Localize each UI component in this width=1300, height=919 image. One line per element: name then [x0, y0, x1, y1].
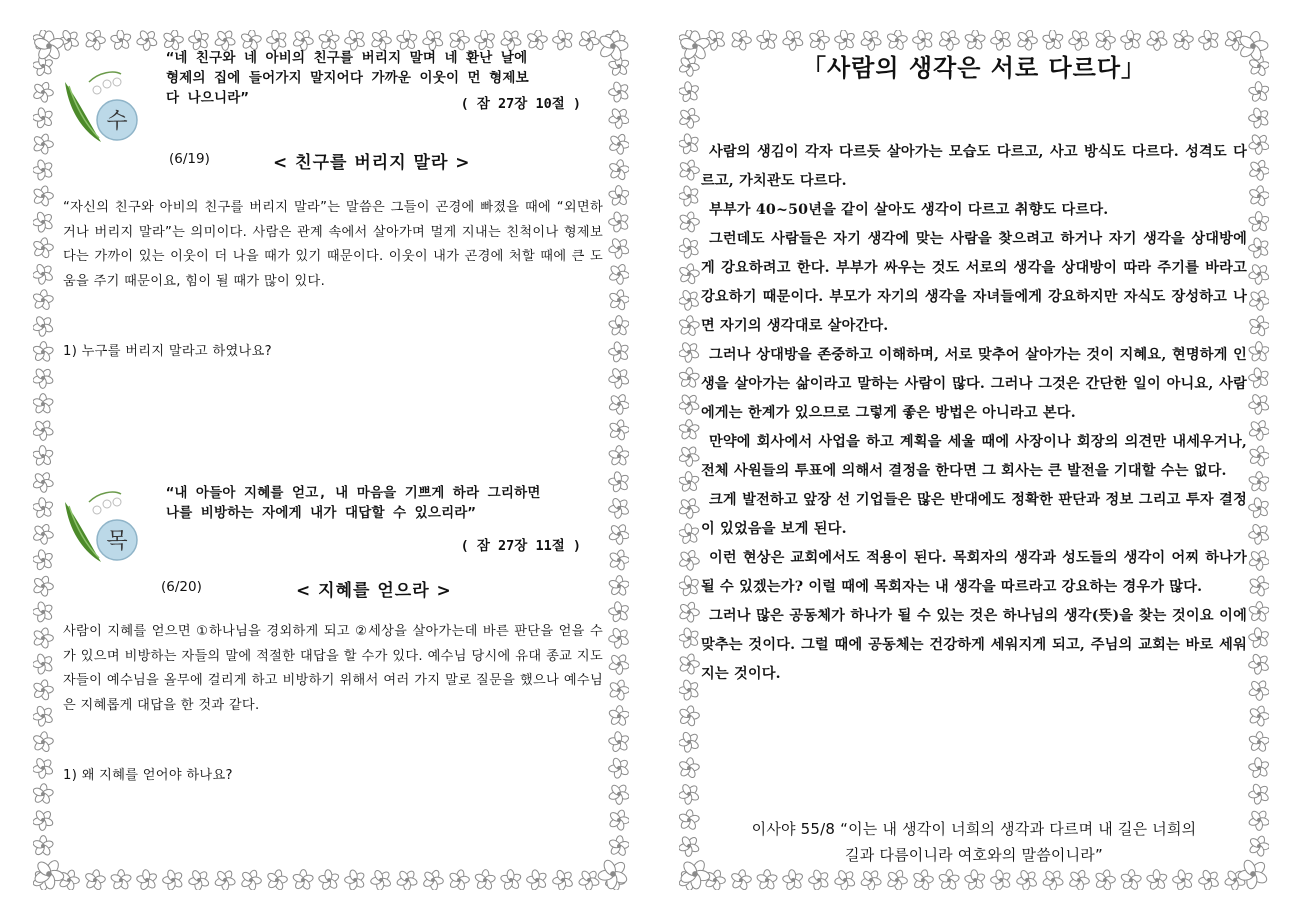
day-title: < 지혜를 얻으라 >	[296, 581, 452, 601]
verse-text: “네 친구와 네 아비의 친구를 버리지 말며 네 환난 날에 형제의 집에 들어가지 말지어다 가까운 이웃이 먼 형제보 다 나으니라”	[166, 50, 529, 106]
verse-text: “내 아들아 지혜를 얻고, 내 마음을 기쁘게 하라 그리하면 나를 비방하는 자에게 내가 대답할 수 있으리라”	[166, 485, 541, 521]
article-paragraph: 부부가 40~50년을 같이 살아도 생각이 다르고 취향도 다르다.	[709, 202, 1109, 218]
article-paragraph: 사람의 생김이 각자 다르듯 살아가는 모습도 다르고, 사고 방식도 다르다. 성격도 다르고, 가치관도 다르다.	[701, 144, 1247, 189]
day-char-friday: 목	[106, 529, 128, 554]
article-paragraph: 크게 발전하고 앞장 선 기업들은 많은 반대에도 정확한 판단과 정보 그리고 투자 결정이 있었음을 보게 된다.	[701, 492, 1247, 537]
closing-scripture	[701, 816, 1247, 868]
article-paragraph: 그러나 상대방을 존중하고 이해하며, 서로 맞추어 살아가는 것이 지혜요, 현명하게 인생을 살아가는 삶이라고 말하는 사람이 많다. 그러나 그것은 간단한 일이 아니요, 사람에게는 한계가 있으므로 그렇게 좋은 방법은 아니라고 본다.	[701, 347, 1247, 421]
day-char-thursday: 수	[106, 109, 128, 134]
devotional-body: “자신의 친구와 아비의 친구를 버리지 말라”는 말씀은 그들이 곤경에 빠졌을 때에 “외면하거나 버리지 말라”는 의미이다. 사람은 관계 속에서 살아가며 멀게 지내는 친척이나 형제보다는 가까이 있는 이웃이 더 나을 때가 있기 때문이다. 이웃이 내가 곤경에 처할 때에 큰 도움을 주기 때문이요, 힘이 될 때가 많이 있다.	[63, 200, 603, 289]
day-title: < 친구를 버리지 말라 >	[273, 153, 471, 173]
day-heading-thursday	[51, 148, 611, 172]
closing-line: 길과 다름이니라 여호와의 말씀이니라”	[845, 846, 1103, 864]
article-paragraph: 만약에 회사에서 사업을 하고 계획을 세울 때에 사장이나 회장의 의견만 내세우거나, 전체 사원들의 투표에 의해서 결정을 한다면 그 회사는 큰 발전을 기대할 수는 없다.	[701, 434, 1247, 479]
study-question: 1) 왜 지혜를 얻어야 하나요?	[63, 768, 233, 783]
right-page	[679, 30, 1269, 890]
left-page	[33, 30, 629, 890]
lily-flower-icon	[59, 482, 144, 567]
closing-line: 이사야 55/8 “이는 내 생각이 너희의 생각과 다르며 내 길은 너희의	[751, 820, 1197, 838]
article-paragraph: 그러나 많은 공동체가 하나가 될 수 있는 것은 하나님의 생각(뜻)을 찾는 것이요 이에 맞추는 것이다. 그럴 때에 공동체는 건강하게 세워지게 되고, 주님의 교회는 바로 세워지는 것이다.	[701, 608, 1247, 682]
verse-block-thursday	[51, 48, 611, 148]
devotional-body: 사람이 지혜를 얻으면 ①하나님을 경외하게 되고 ②세상을 살아가는데 바른 판단을 얻을 수가 있으며 비방하는 자들의 말에 적절한 대답을 할 수가 있다. 예수님 당시에 유대 종교 지도자들이 예수님을 올무에 걸리게 하고 비방하기 위해서 여러 가지 말로 질문을 했으나 예수님은 지혜롭게 대답을 한 것과 같다.	[63, 624, 603, 713]
lily-flower-icon	[59, 62, 144, 147]
article-paragraph: 이런 현상은 교회에서도 적용이 된다. 목회자의 생각과 성도들의 생각이 어찌 하나가 될 수 있겠는가? 이럴 때에 목회자는 내 생각을 따르라고 강요하는 경우가 많다.	[701, 550, 1247, 595]
article-body	[701, 138, 1247, 689]
verse-reference: ( 잠 27장 10절 )	[460, 96, 581, 112]
day-date: (6/19)	[169, 151, 210, 167]
day-date: (6/20)	[161, 579, 202, 595]
article-paragraph: 그런데도 사람들은 자기 생각에 맞는 사람을 찾으려고 하거나 자기 생각을 상대방에게 강요하려고 한다. 부부가 싸우는 것도 서로의 생각을 상대방이 따라 주기를 바라고 강요하기 때문이다. 부모가 자기의 생각을 자녀들에게 강요하지만 자식도 장성하고 나면 자기의 생각대로 살아간다.	[701, 231, 1247, 334]
article-title: 「사람의 생각은 서로 다르다」	[801, 54, 1147, 82]
study-question: 1) 누구를 버리지 말라고 하였나요?	[63, 344, 272, 359]
verse-reference: ( 잠 27장 11절 )	[460, 538, 581, 554]
left-page-content	[51, 48, 611, 873]
day-heading-friday	[51, 576, 611, 600]
right-page-content	[701, 44, 1247, 876]
verse-block-friday	[51, 468, 611, 568]
